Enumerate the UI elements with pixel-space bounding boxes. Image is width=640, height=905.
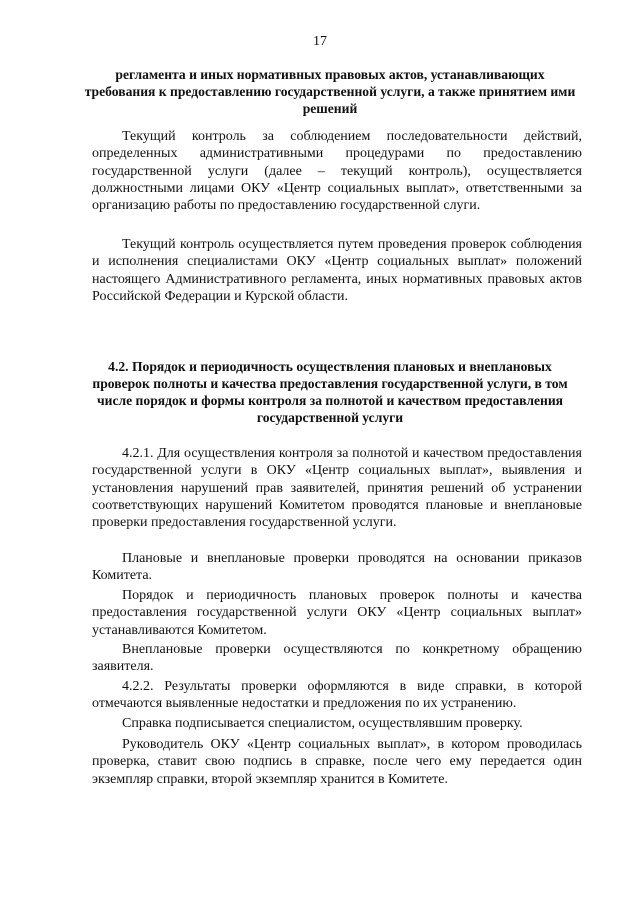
paragraph: Плановые и внеплановые проверки проводятся на основании приказов Комитета. [92,551,582,584]
section-heading-4-2: 4.2. Порядок и периодичность осуществления плановых и внеплановых проверок полноты и качества предоставления государственной услуги, в том числе порядок и формы контроля за полнотой и качеством предоставления государственной услуги [92,359,568,425]
paragraph: Текущий контроль осуществляется путем проведения проверок соблюдения и исполнения специалистами ОКУ «Центр социальных выплат» положений настоящего Административного регламента, иных нормативных правовых актов Российской Федерации и Курской области. [92,237,582,304]
page-number: 17 [313,34,327,49]
paragraph: 4.2.2. Результаты проверки оформляются в виде справки, в которой отмечаются выявленные недостатки и предложения по их устранению. [92,679,582,712]
paragraph: Порядок и периодичность плановых проверок полноты и качества предоставления государственной услуги ОКУ «Центр социальных выплат» устанавливаются Комитетом. [92,588,582,638]
paragraph: 4.2.1. Для осуществления контроля за полнотой и качеством предоставления государственной услуги в ОКУ «Центр социальных выплат», выявления и установления нарушений прав заявителей, принятия решений об устранении соответствующих нарушений Комитетом проводятся плановые и внеплановые проверки предоставления государственной услуги. [92,446,582,531]
paragraph: Руководитель ОКУ «Центр социальных выплат», в котором проводилась проверка, ставит свою подпись в справке, после чего ему передается один экземпляр справки, второй экземпляр хранится в Комитете. [92,737,582,787]
section-heading-continued: регламента и иных нормативных правовых актов, устанавливающих требования к предоставлению государственной услуги, а также принятием ими решений [84,67,576,116]
paragraph: Внеплановые проверки осуществляются по конкретному обращению заявителя. [92,642,582,675]
paragraph: Текущий контроль за соблюдением последовательности действий, определенных административными процедурами по предоставлению государственной услуги (далее – текущий контроль), осуществляется должностными лицами ОКУ «Центр социальных выплат», ответственными за организацию работы по предоставлению государственной слуги. [92,129,582,214]
paragraph: Справка подписывается специалистом, осуществлявшим проверку. [122,716,523,731]
